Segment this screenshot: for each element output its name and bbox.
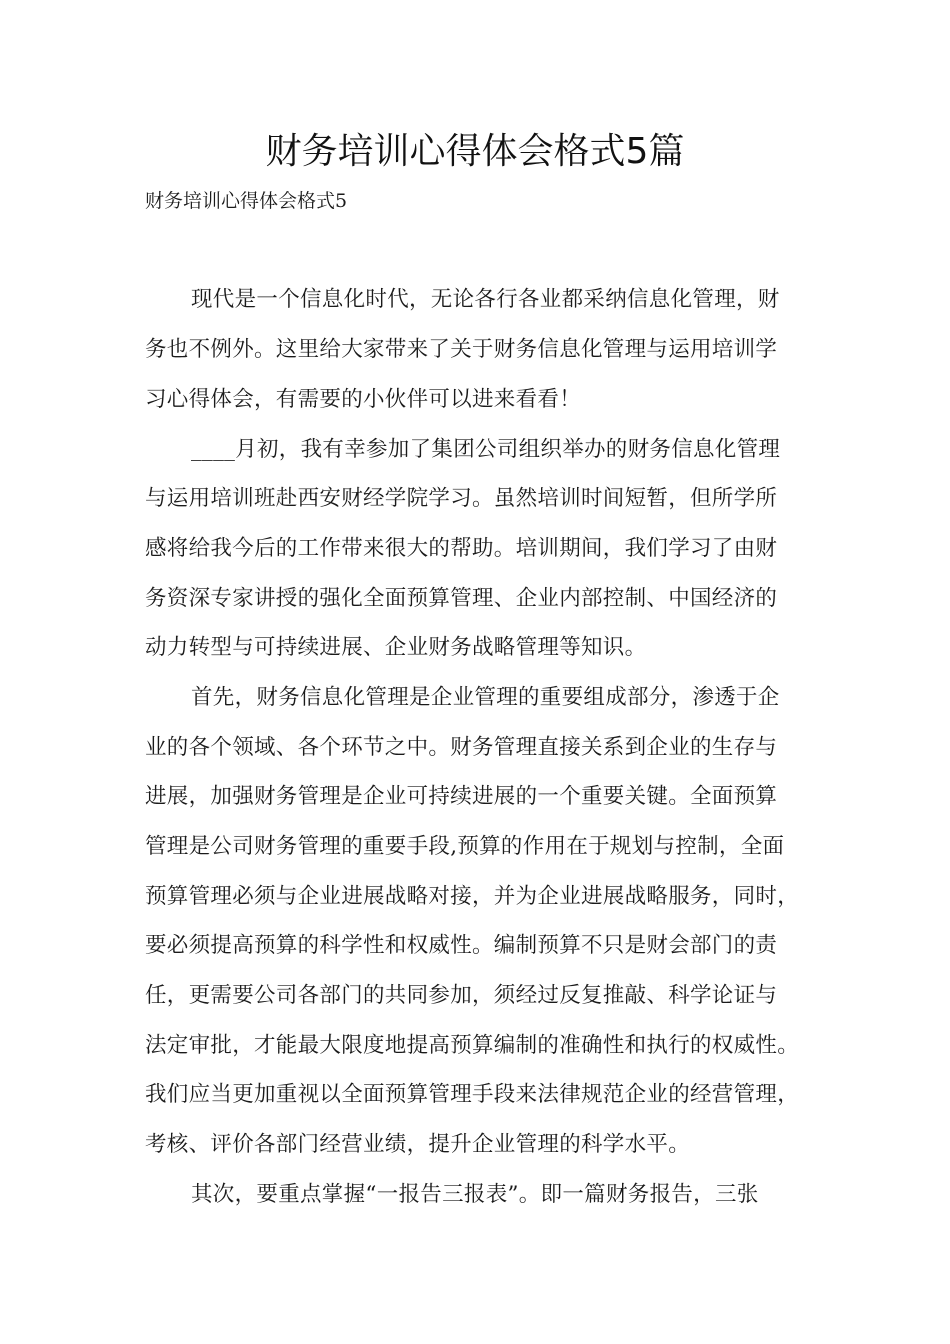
paragraph-line: 务资深专家讲授的强化全面预算管理、企业内部控制、中国经济的 bbox=[145, 586, 778, 611]
paragraph-line: 业的各个领域、各个环节之中。财务管理直接关系到企业的生存与 bbox=[145, 735, 778, 760]
paragraph-line: 动力转型与可持续进展、企业财务战略管理等知识。 bbox=[145, 635, 647, 660]
paragraph-line: 习心得体会，有需要的小伙伴可以进来看看！ bbox=[145, 387, 582, 412]
document-subtitle: 财务培训心得体会格式5 bbox=[145, 190, 348, 212]
paragraph-line: 务也不例外。这里给大家带来了关于财务信息化管理与运用培训学 bbox=[145, 337, 778, 362]
paragraph-line: 其次，要重点掌握“一报告三报表”。即一篇财务报告，三张 bbox=[191, 1182, 759, 1207]
paragraph-line: 管理是公司财务管理的重要手段,预算的作用在于规划与控制，全面 bbox=[145, 834, 785, 859]
paragraph-line: 我们应当更加重视以全面预算管理手段来法律规范企业的经营管理， bbox=[145, 1082, 800, 1107]
paragraph-line: 进展，加强财务管理是企业可持续进展的一个重要关键。全面预算 bbox=[145, 784, 778, 809]
paragraph-line: 任，更需要公司各部门的共同参加，须经过反复推敲、科学论证与 bbox=[145, 983, 778, 1008]
paragraph-line: ____月初，我有幸参加了集团公司组织举办的财务信息化管理 bbox=[191, 437, 781, 462]
paragraph-line: 预算管理必须与企业进展战略对接，并为企业进展战略服务，同时， bbox=[145, 884, 800, 909]
paragraph-line: 要必须提高预算的科学性和权威性。编制预算不只是财会部门的责 bbox=[145, 933, 778, 958]
paragraph-line: 现代是一个信息化时代，无论各行各业都采纳信息化管理，财 bbox=[191, 287, 780, 312]
paragraph-line: 感将给我今后的工作带来很大的帮助。培训期间，我们学习了由财 bbox=[145, 536, 778, 561]
paragraph-line: 法定审批，才能最大限度地提高预算编制的准确性和执行的权威性。 bbox=[145, 1033, 800, 1058]
paragraph-line: 与运用培训班赴西安财经学院学习。虽然培训时间短暂，但所学所 bbox=[145, 486, 778, 511]
paragraph-line: 首先，财务信息化管理是企业管理的重要组成部分，渗透于企 bbox=[191, 685, 780, 710]
paragraph-line: 考核、评价各部门经营业绩，提升企业管理的科学水平。 bbox=[145, 1132, 691, 1157]
document-title: 财务培训心得体会格式5篇 bbox=[265, 131, 685, 172]
